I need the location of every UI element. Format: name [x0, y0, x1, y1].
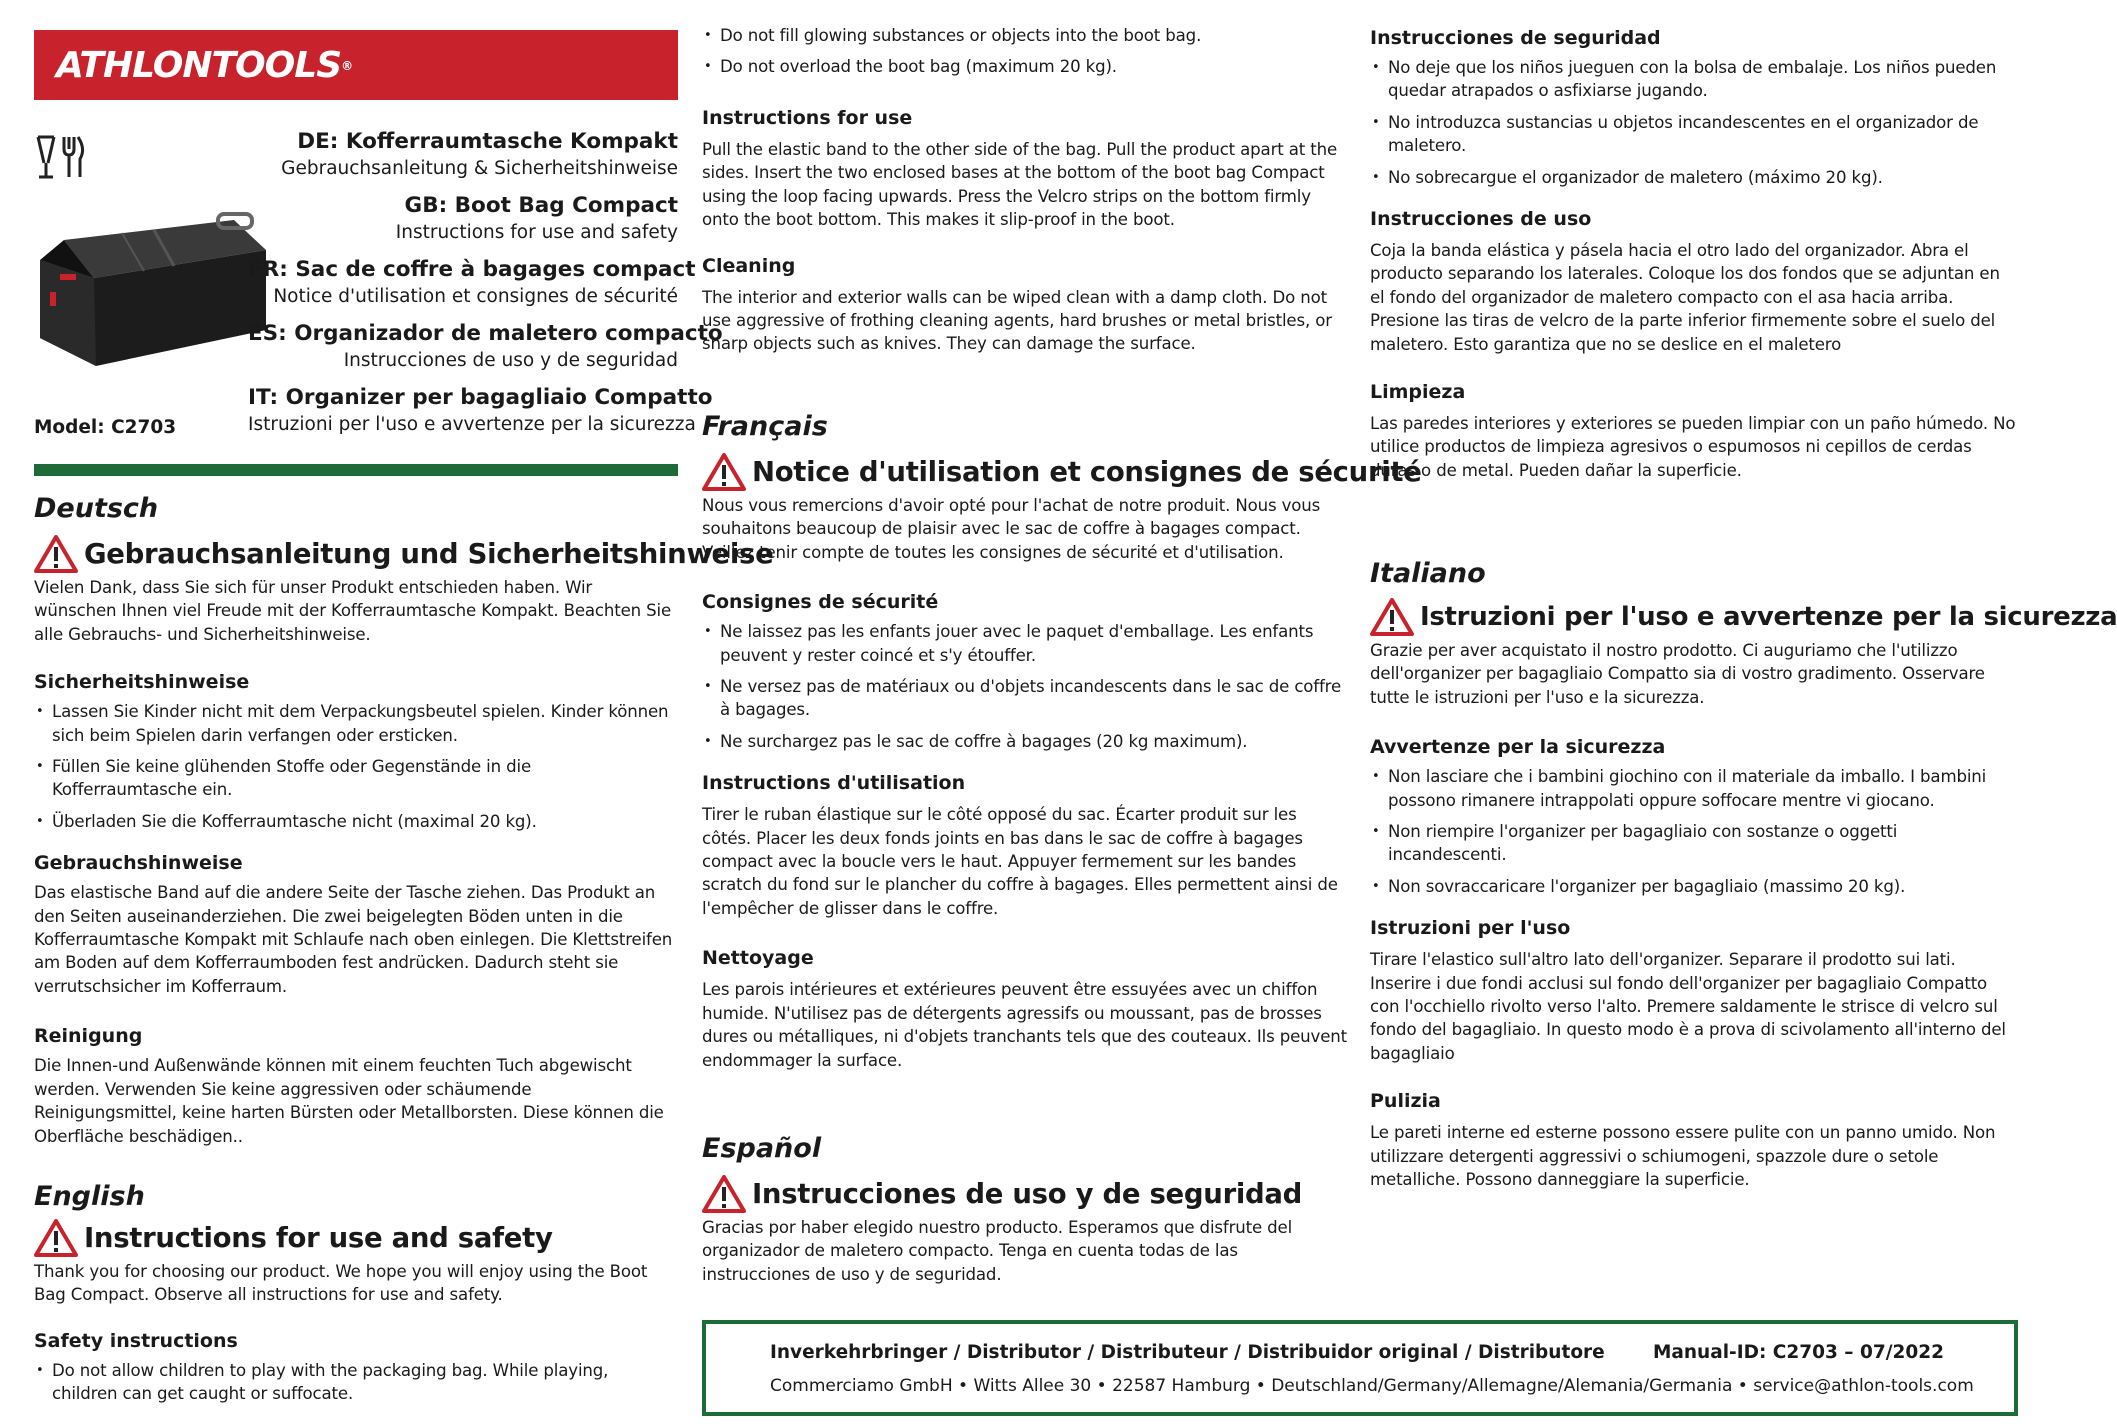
section-espanol-continued	[1370, 26, 2018, 482]
section-espanol	[702, 1132, 1348, 1286]
divider-rule	[34, 464, 678, 476]
list-item: • Do not allow children to play with the packaging bag. While playing, children can get caught or suffocate.	[34, 1359, 678, 1406]
intro-text: Gracias por haber elegido nuestro producto. Esperamos que disfrute del organizador de maletero compacto. Tenga en cuenta todas de las instrucciones de uso y de seguridad.	[702, 1218, 1293, 1284]
use-text: Das elastische Band auf die andere Seite der Tasche ziehen. Das Produkt an den Seiten auseinanderziehen. Die zwei beigelegten Böden unten in die Kofferraumtasche Kompakt mit Schlaufe nach oben einlegen. Die Klettstreifen am Boden auf dem Kofferraumboden fest andrücken. Dadurch steht sie verrutschsicher im Kofferraum.	[34, 883, 673, 996]
list-item: • Füllen Sie keine glühenden Stoffe oder Gegenstände in die Kofferraumtasche ein.	[34, 755, 678, 802]
use-text: Pull the elastic band to the other side of the bag. Pull the product apart at the sides. Insert the two enclosed bases at the bottom of the boot bag Compact using the loop facing upwards. Press the Velcro strips on the bottom firmly onto the boot bottom. This makes it slip-proof in the boot.	[702, 140, 1337, 230]
brand-bar	[34, 30, 678, 100]
header-de-title: DE: Kofferraumtasche Kompakt	[297, 129, 678, 154]
lang-heading: English	[34, 1181, 145, 1212]
cleaning-heading: Cleaning	[702, 254, 796, 277]
section-francais	[702, 410, 1422, 1072]
header-it	[248, 384, 713, 438]
list-item: • Do not fill glowing substances or objects into the boot bag.	[702, 24, 1348, 47]
list-item: • Non lasciare che i bambini giochino con il materiale da imballo. I bambini possono rimanere intrappolati oppure soffocare mentre vi giocano.	[1370, 765, 2018, 812]
header-it-title: IT: Organizer per bagagliaio Compatto	[248, 385, 713, 410]
warning-heading	[34, 534, 774, 574]
header-es	[248, 320, 723, 374]
warning-title: Instructions for use and safety	[84, 1222, 553, 1254]
manual-id: Manual-ID: C2703 – 07/2022	[1652, 1342, 1944, 1363]
brand-logo: ATHLONTOOLS®	[56, 45, 353, 86]
list-item: • Ne surchargez pas le sac de coffre à bagages (20 kg maximum).	[702, 730, 1348, 753]
cleaning-text: Le pareti interne ed esterne possono essere pulite con un panno umido. Non utilizzare detergenti aggressivi o schiumogeni, spazzole dure o setole metalliche. Possono danneggiare la superficie.	[1370, 1123, 1996, 1190]
list-item: • Überladen Sie die Kofferraumtasche nicht (maximal 20 kg).	[34, 810, 678, 833]
list-item: • No deje que los niños jueguen con la bolsa de embalaje. Los niños pueden quedar atrapados o asfixiarse jugando.	[1370, 56, 2018, 103]
use-heading: Instrucciones de uso	[1370, 208, 1592, 231]
list-item: • No introduzca sustancias u objetos incandescentes en el organizador de maletero.	[1370, 111, 2018, 158]
cleaning-heading: Nettoyage	[702, 947, 814, 970]
header-fr-subtitle: Notice d'utilisation et consignes de sécurité	[273, 286, 678, 307]
warning-triangle-icon	[34, 534, 78, 574]
header-de-subtitle: Gebrauchsanleitung & Sicherheitshinweise	[281, 158, 678, 179]
section-italiano	[1370, 557, 2117, 1192]
warning-title: Gebrauchsanleitung und Sicherheitshinweise	[84, 538, 774, 570]
use-heading: Instructions for use	[702, 107, 913, 129]
list-item: • Non riempire l'organizer per bagagliaio con sostanze o oggetti incandescenti.	[1370, 820, 2018, 867]
safety-heading: Safety instructions	[34, 1329, 238, 1352]
cleaning-text: Las paredes interiores y exteriores se pueden limpiar con un paño húmedo. No utilice productos de limpieza agresivos o espumosos ni cepillos de cerdas duras o de metal. Pueden dañar la superficie.	[1370, 414, 2016, 480]
safety-list	[1370, 56, 2018, 189]
cleaning-heading: Reinigung	[34, 1025, 143, 1048]
distributor-label: Inverkehrbringer / Distributor / Distributeur / Distribuidor original / Distributore	[770, 1342, 1605, 1363]
safety-list	[34, 1359, 678, 1406]
safety-heading: Avvertenze per la sicurezza	[1370, 736, 1666, 759]
use-heading: Istruzioni per l'uso	[1370, 917, 1571, 940]
warning-heading	[1370, 597, 2117, 637]
warning-title: Istruzioni per l'uso e avvertenze per la sicurezza	[1420, 602, 2117, 632]
header-it-subtitle: Istruzioni per l'uso e avvertenze per la sicurezza	[248, 414, 696, 435]
use-text: Tirare l'elastico sull'altro lato dell'organizer. Separare il prodotto sui lati. Inserire i due fondi acclusi sul fondo dell'organizer per bagagliaio Compatto con l'occhiello rivolto verso l'alto. Premere saldamente le strisce di velcro sul fondo del bagagliaio. In questo modo è a prova di scivolamento all'interno del bagagliaio	[1370, 950, 2006, 1063]
safety-heading: Sicherheitshinweise	[34, 671, 250, 694]
list-item: • Do not overload the boot bag (maximum 20 kg).	[702, 55, 1348, 78]
warning-triangle-icon	[702, 452, 746, 492]
cleaning-text: Die Innen-und Außenwände können mit einem feuchten Tuch abgewischt werden. Verwenden Sie keine aggressiven oder schäumende Reinigungsmittel, keine harten Bürsten oder Metallborsten. Diese können die Oberfläche beschädigen..	[34, 1056, 664, 1146]
header-es-title: ES: Organizador de maletero compacto	[248, 321, 723, 346]
intro-text: Nous vous remercions d'avoir opté pour l'achat de notre produit. Nous vous souhaitons beaucoup de plaisir avec le sac de coffre à bagages compact. Veillez tenir compte de toutes les consignes de sécurité et d'utilisation.	[702, 496, 1321, 562]
safety-list	[34, 700, 678, 833]
lang-heading: Français	[702, 411, 828, 442]
warning-triangle-icon	[34, 1218, 78, 1258]
distributor-address: Commerciamo GmbH • Witts Allee 30 • 22587 Hamburg • Deutschland/Germany/Allemagne/Alemania/Germania • service@athlon-tools.com	[770, 1376, 1974, 1396]
lang-heading: Deutsch	[34, 493, 159, 524]
list-item: • Ne laissez pas les enfants jouer avec le paquet d'emballage. Les enfants peuvent y rester coincé et s'y étouffer.	[702, 620, 1348, 667]
list-item: • Ne versez pas de matériaux ou d'objets incandescents dans le sac de coffre à bagages.	[702, 675, 1348, 722]
use-text: Coja la banda elástica y pásela hacia el otro lado del organizador. Abra el producto separando los laterales. Coloque los dos fondos que se adjuntan en el fondo del organizador de maletero compacto con el asa hacia arriba. Presione las tiras de velcro de la parte inferior firmemente sobre el suelo del maletero. Esto garantiza que no se deslice en el maletero	[1370, 241, 2000, 354]
safety-list	[1370, 765, 2018, 898]
safety-heading: Consignes de sécurité	[702, 591, 939, 614]
header-gb-title: GB: Boot Bag Compact	[404, 193, 678, 218]
intro-text: Grazie per aver acquistato il nostro prodotto. Ci auguriamo che l'utilizzo dell'organizer per bagagliaio Compatto sia di vostro gradimento. Osservare tutte le istruzioni per l'uso e la sicurezza.	[1370, 641, 1985, 707]
intro-text: Thank you for choosing our product. We hope you will enjoy using the Boot Bag Compact. Observe all instructions for use and safety.	[34, 1262, 648, 1305]
header-fr	[248, 256, 696, 310]
warning-triangle-icon	[702, 1174, 746, 1214]
header-gb-subtitle: Instructions for use and safety	[395, 222, 678, 243]
cleaning-heading: Pulizia	[1370, 1090, 1441, 1113]
cleaning-text: Les parois intérieures et extérieures peuvent être essuyées avec un chiffon humide. N'utilisez pas de détergents agressifs ou moussant, pas de brosses dures ou métalliques, ni d'objets tranchants tels que des couteaux. Ils peuvent endommager la surface.	[702, 980, 1347, 1070]
section-english	[34, 1180, 678, 1414]
lang-heading: Italiano	[1370, 558, 1486, 589]
safety-list	[702, 620, 1348, 753]
model-number: Model: C2703	[34, 417, 177, 438]
safety-list-continued	[702, 24, 1348, 87]
list-item: • Lassen Sie Kinder nicht mit dem Verpackungsbeutel spielen. Kinder können sich beim Spielen darin verfangen oder ersticken.	[34, 700, 678, 747]
header-es-subtitle: Instrucciones de uso y de seguridad	[343, 350, 678, 371]
list-item: • No sobrecargue el organizador de maletero (máximo 20 kg).	[1370, 166, 2018, 189]
lang-heading: Español	[702, 1133, 822, 1164]
header-fr-title: FR: Sac de coffre à bagages compact	[248, 257, 696, 282]
warning-title: Instrucciones de uso y de seguridad	[752, 1178, 1302, 1210]
distributor-footer	[702, 1320, 2018, 1416]
boot-bag-product-image	[34, 200, 272, 370]
intro-text: Vielen Dank, dass Sie sich für unser Produkt entschieden haben. Wir wünschen Ihnen viel Freude mit der Kofferraumtasche Kompakt. Beachten Sie alle Gebrauchs- und Sicherheitshinweise.	[34, 578, 672, 644]
use-heading: Gebrauchshinweise	[34, 852, 243, 875]
use-heading: Instructions d'utilisation	[702, 772, 966, 795]
cleaning-text: The interior and exterior walls can be wiped clean with a damp cloth. Do not use aggressive of frothing cleaning agents, hard brushes or metal bristles, or sharp objects such as knives. They can damage the surface.	[702, 287, 1332, 354]
list-item: • Non sovraccaricare l'organizer per bagagliaio (massimo 20 kg).	[1370, 875, 2018, 898]
cleaning-heading: Limpieza	[1370, 381, 1466, 404]
warning-heading	[702, 452, 1422, 492]
section-english-continued	[702, 106, 1348, 356]
safety-heading: Instrucciones de seguridad	[1370, 27, 1661, 49]
header-de	[248, 128, 678, 182]
header-gb	[248, 192, 678, 246]
warning-title: Notice d'utilisation et consignes de sécurité	[752, 456, 1422, 488]
use-text: Tirer le ruban élastique sur le côté opposé du sac. Écarter produit sur les côtés. Placer les deux fonds joints en bas dans le sac de coffre à bagages compact avec la boucle vers le haut. Appuyer fermement sur les bandes scratch du fond sur le plancher du coffre à bagages. Elles permettent ainsi de l'empêcher de glisser dans le coffre.	[702, 805, 1338, 918]
warning-heading	[702, 1174, 1348, 1214]
warning-triangle-icon	[1370, 597, 1414, 637]
warning-heading	[34, 1218, 678, 1258]
food-safe-icon	[34, 133, 84, 181]
